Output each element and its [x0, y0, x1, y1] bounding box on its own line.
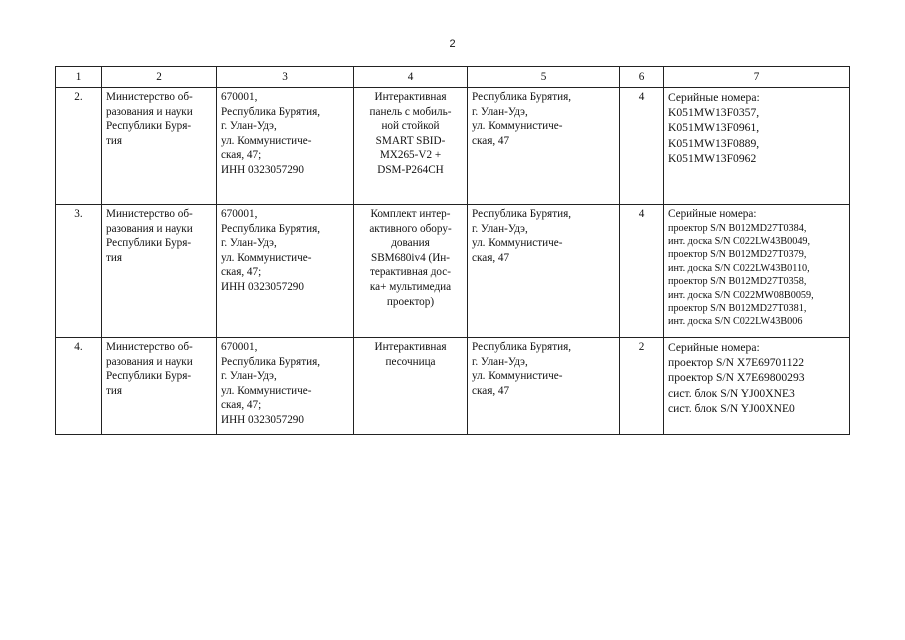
cell-line: песочница [385, 355, 436, 368]
cell-line: разования и науки [106, 105, 193, 118]
cell-line: Республика Бурятия, [221, 355, 321, 368]
cell-line: проектор S/N X7E69800293 [668, 371, 805, 385]
cell-line: Министерство об- [106, 91, 193, 103]
cell-line: инт. доска S/N C022LW43B0110, [668, 262, 810, 274]
cell-line: ская, 47 [472, 384, 510, 397]
cell-line: проектор S/N B012MD27T0384, [668, 222, 807, 234]
cell-line: ул. Коммунистиче- [221, 134, 312, 147]
cell-line: проектор S/N X7E69701122 [668, 356, 805, 370]
cell-line: г. Улан-Удэ, [221, 237, 277, 250]
cell-line: ул. Коммунистиче- [472, 120, 563, 133]
cell-line: DSM-P264CH [377, 163, 444, 176]
address-cell [217, 205, 354, 338]
cell-line: проектор S/N B012MD27T0358, [668, 276, 807, 288]
cell-line: Республика Бурятия, [472, 208, 572, 220]
cell-line: Республика Бурятия, [472, 341, 572, 353]
cell-line: 670001, [221, 208, 258, 220]
header-cell: 4 [354, 67, 468, 88]
header-cell: 1 [56, 67, 102, 88]
cell-line: проектор S/N B012MD27T0379, [668, 249, 807, 261]
cell-line: инт. доска S/N C022LW43B0049, [668, 236, 811, 247]
header-cell: 5 [468, 67, 620, 88]
address-cell [217, 338, 354, 435]
row-number: 3. [56, 205, 102, 338]
cell-line: K051MW13F0961, [668, 121, 760, 135]
cell-line: активного обору- [369, 222, 452, 235]
cell-line: ИНН 0323057290 [221, 413, 304, 426]
cell-line: Республика Бурятия, [221, 105, 321, 118]
serials-cell [664, 338, 850, 435]
address-cell [217, 88, 354, 205]
equipment-table [55, 66, 850, 435]
organization-cell [102, 88, 217, 205]
serials-cell [664, 205, 850, 338]
serials-cell [664, 88, 850, 205]
cell-line: Республика Бурятия, [472, 91, 572, 103]
header-cell: 3 [217, 67, 354, 88]
cell-line: K051MW13F0889, [668, 136, 760, 150]
cell-line: Комплект интер- [370, 208, 451, 220]
organization-cell [102, 338, 217, 435]
cell-line: ская, 47; [221, 266, 262, 279]
cell-line: Серийные номера: [668, 208, 757, 220]
cell-line: г. Улан-Удэ, [472, 355, 528, 368]
cell-line: разования и науки [106, 222, 193, 235]
table-row [56, 338, 850, 435]
cell-line: ул. Коммунистиче- [472, 370, 563, 383]
cell-line: разования и науки [106, 355, 193, 368]
header-cell: 6 [620, 67, 664, 88]
cell-line: Интерактивная [374, 341, 447, 353]
cell-line: ИНН 0323057290 [221, 280, 304, 293]
cell-line: ул. Коммунистиче- [221, 384, 312, 397]
cell-line: дования [391, 237, 430, 250]
cell-line: ская, 47 [472, 134, 510, 147]
cell-line: г. Улан-Удэ, [221, 370, 277, 383]
row-number: 4. [56, 338, 102, 435]
cell-line: K051MW13F0357, [668, 106, 760, 120]
quantity-cell: 4 [620, 88, 664, 205]
cell-line: г. Улан-Удэ, [221, 120, 277, 133]
location-cell [468, 338, 620, 435]
cell-line: ская, 47; [221, 149, 262, 162]
quantity-cell: 4 [620, 205, 664, 338]
location-cell [468, 88, 620, 205]
cell-line: ул. Коммунистиче- [221, 251, 312, 264]
cell-line: ка+ мультимедиа [369, 280, 452, 293]
cell-line: тия [106, 251, 123, 264]
item-cell [354, 205, 468, 338]
row-number: 2. [56, 88, 102, 205]
cell-line: Министерство об- [106, 341, 193, 353]
header-cell: 7 [664, 67, 850, 88]
cell-line: 670001, [221, 91, 258, 103]
cell-line: сист. блок S/N YJ00XNE0 [668, 401, 795, 415]
cell-line: ной стойкой [381, 120, 440, 133]
cell-line: ская, 47 [472, 251, 510, 264]
cell-line: Республики Буря- [106, 370, 192, 383]
item-cell [354, 88, 468, 205]
header-row [56, 67, 850, 88]
page-number: 2 [449, 38, 456, 50]
cell-line: 670001, [221, 341, 258, 353]
cell-line: проектор) [386, 295, 435, 308]
cell-line: тия [106, 134, 123, 147]
cell-line: Серийные номера: [668, 341, 760, 354]
cell-line: K051MW13F0962 [668, 151, 757, 165]
cell-line: Интерактивная [374, 91, 447, 103]
cell-line: инт. доска S/N C022LW43B006 [668, 316, 803, 328]
header-cell: 2 [102, 67, 217, 88]
location-cell [468, 205, 620, 338]
cell-line: Республика Бурятия, [221, 222, 321, 235]
cell-line: Серийные номера: [668, 91, 760, 104]
cell-line: г. Улан-Удэ, [472, 105, 528, 118]
cell-line: инт. доска S/N C022MW08B0059, [668, 289, 814, 301]
cell-line: г. Улан-Удэ, [472, 222, 528, 235]
cell-line: сист. блок S/N YJ00XNE3 [668, 386, 795, 400]
cell-line: MX265-V2 + [379, 149, 442, 162]
table-row [56, 88, 850, 205]
cell-line: тия [106, 384, 123, 397]
cell-line: SBM680iv4 (Ин- [370, 251, 451, 264]
cell-line: SMART SBID- [375, 134, 446, 147]
cell-line: Республики Буря- [106, 237, 192, 250]
cell-line: Республики Буря- [106, 120, 192, 133]
cell-line: ул. Коммунистиче- [472, 237, 563, 250]
organization-cell [102, 205, 217, 338]
cell-line: панель с мобиль- [369, 105, 452, 118]
cell-line: ская, 47; [221, 399, 262, 412]
cell-line: ИНН 0323057290 [221, 163, 304, 176]
quantity-cell: 2 [620, 338, 664, 435]
table-row [56, 205, 850, 338]
cell-line: проектор S/N B012MD27T0381, [668, 303, 807, 315]
item-cell [354, 338, 468, 435]
cell-line: Министерство об- [106, 208, 193, 220]
cell-line: терактивная дос- [369, 266, 451, 279]
